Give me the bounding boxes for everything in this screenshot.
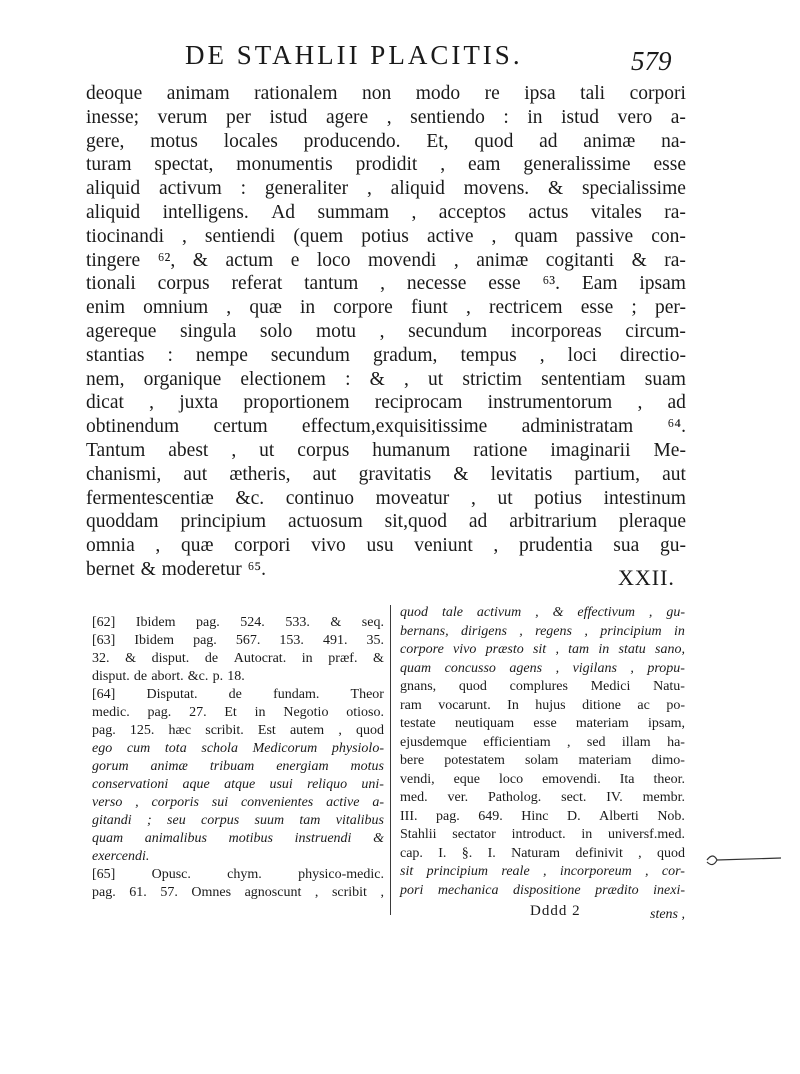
footnote-line: 32. & disput. de Autocrat. in præf. &	[92, 651, 384, 666]
main-text-line: fermentescentiæ &c. continuo moveatur , ut potius intestinum	[86, 487, 686, 509]
main-text-line: tiocinandi , sentiendi (quem potius active , quam passive con-	[86, 225, 686, 247]
footnote-line: verso , corporis sui convenientes active a-	[92, 795, 384, 810]
footnote-line: sit principium reale , incorporeum , cor-	[400, 864, 685, 879]
main-text-line: obtinendum certum effectum,exquisitissime administratam ⁶⁴.	[86, 416, 686, 438]
footnote-line: quod tale activum , & effectivum , gu-	[400, 605, 685, 620]
footnote-line: vendi, eque loco emovendi. Ita theor.	[400, 771, 685, 787]
main-text-line: tionali corpus referat tantum , necesse esse ⁶³. Eam ipsam	[86, 273, 686, 295]
footnote-line: ego cum tota schola Medicorum physiolo-	[92, 741, 384, 756]
footnotes-left-column	[92, 614, 384, 902]
footnote-line: pag. 125. hæc scribit. Est autem , quod	[92, 723, 384, 738]
main-text-line: tingere ⁶², & actum e loco movendi , animæ cogitanti & ra-	[86, 249, 686, 271]
footnote-line: medic. pag. 27. Et in Negotio otioso.	[92, 705, 384, 720]
footnote-line: Stahlii sectator introduct. in universf.med.	[400, 827, 685, 842]
signature-mark: Dddd 2	[530, 903, 581, 919]
footnote-line: [63] Ibidem pag. 567. 153. 491. 35.	[92, 633, 384, 648]
footnote-line: [62] Ibidem pag. 524. 533. & seq.	[92, 615, 384, 630]
footnote-line: med. ver. Patholog. sect. IV. membr.	[400, 790, 685, 805]
page-number: 579	[631, 46, 672, 76]
main-text-line: Tantum abest , ut corpus humanum ratione imaginarii Me-	[86, 439, 686, 461]
footnote-line: ram vocarunt. In hujus ditione ac po-	[400, 697, 685, 713]
footnote-line: testate neutiquam esse materiam ipsam,	[400, 716, 685, 731]
main-text-line: dicat , juxta proportionem reciprocam instrumentorum , ad	[86, 392, 686, 414]
column-divider	[390, 605, 391, 915]
footnote-line: ejusdemque efficientiam , sed illam ha-	[400, 734, 685, 750]
main-text-line: omnia , quæ corpori vivo usu veniunt , prudentia sua gu-	[86, 535, 686, 557]
footnote-line: quam animalibus motibus instruendi &	[92, 831, 384, 846]
footnote-line: cap. I. §. I. Naturam definivit , quod	[400, 845, 685, 861]
main-text-line: deoque animam rationalem non modo re ipsa tali corpori	[86, 83, 686, 104]
footnote-line: disput. de abort. &c. p. 18.	[92, 669, 245, 684]
main-text-line: enim omnium , quæ in corpore fiunt , rectricem esse ; per-	[86, 297, 686, 319]
main-text-line: aliquid activum : generaliter , aliquid movens. & specialissime	[86, 178, 686, 200]
footnotes-right-column	[400, 604, 685, 900]
footnote-line: gitandi ; seu corpus suum tam vitalibus	[92, 813, 384, 828]
footnote-line: III. pag. 649. Hinc D. Alberti Nob.	[400, 808, 685, 824]
main-text-line: bernet & moderetur ⁶⁵.	[86, 558, 267, 580]
main-text-line: quoddam principium actuosum sit,quod ad arbitrarium pleraque	[86, 511, 686, 533]
footnote-line: conservationi aque atque usui reliquo uni-	[92, 777, 384, 792]
handwritten-margin-mark	[703, 846, 783, 876]
main-text-line: chanismi, aut ætheris, aut gravitatis & levitatis partium, aut	[86, 463, 686, 485]
main-text-line: agereque singula solo motu , secundum incorporeas circum-	[86, 320, 686, 342]
main-text-line: inesse; verum per istud agere , sentiendo : in istud vero a-	[86, 106, 686, 128]
main-text-line: nem, organique electionem : & , ut strictim sententiam suam	[86, 368, 686, 390]
footnote-line: [64] Disputat. de fundam. Theor	[92, 687, 384, 702]
running-head: DE STAHLII PLACITIS.	[185, 40, 523, 70]
footnote-line: bere potestatem solam materiam dimo-	[400, 753, 685, 768]
footnote-line: exercendi.	[92, 849, 150, 864]
footnote-line: quam concusso agens , vigilans , propu-	[400, 660, 685, 676]
main-text-line: aliquid intelligens. Ad summam , acceptos actus vitales ra-	[86, 201, 686, 223]
footnote-line: corpore vivo præsto sit , tam in statu sano,	[400, 642, 685, 657]
main-text-line: turam spectat, monumentis prodidit , eam generalissime esse	[86, 154, 686, 176]
main-text-block	[86, 82, 686, 582]
footnote-line: bernans, dirigens , regens , principium in	[400, 623, 685, 639]
footnote-line: pori mechanica dispositione prædito inexi-	[400, 882, 685, 898]
main-text-line: gere, motus locales producendo. Et, quod ad animæ na-	[86, 130, 686, 152]
footnote-line: pag. 61. 57. Omnes agnoscunt , scribit ,	[92, 885, 384, 900]
footnote-line: gorum animæ tribuam energiam motus	[92, 759, 384, 774]
footnote-line: [65] Opusc. chym. physico-medic.	[92, 867, 384, 882]
footnote-line: gnans, quod complures Medici Natu-	[400, 679, 685, 694]
section-number: XXII.	[618, 565, 675, 590]
catchword: stens ,	[650, 907, 685, 922]
main-text-line: stantias : nempe secundum gradum, tempus , loci directio-	[86, 344, 686, 366]
